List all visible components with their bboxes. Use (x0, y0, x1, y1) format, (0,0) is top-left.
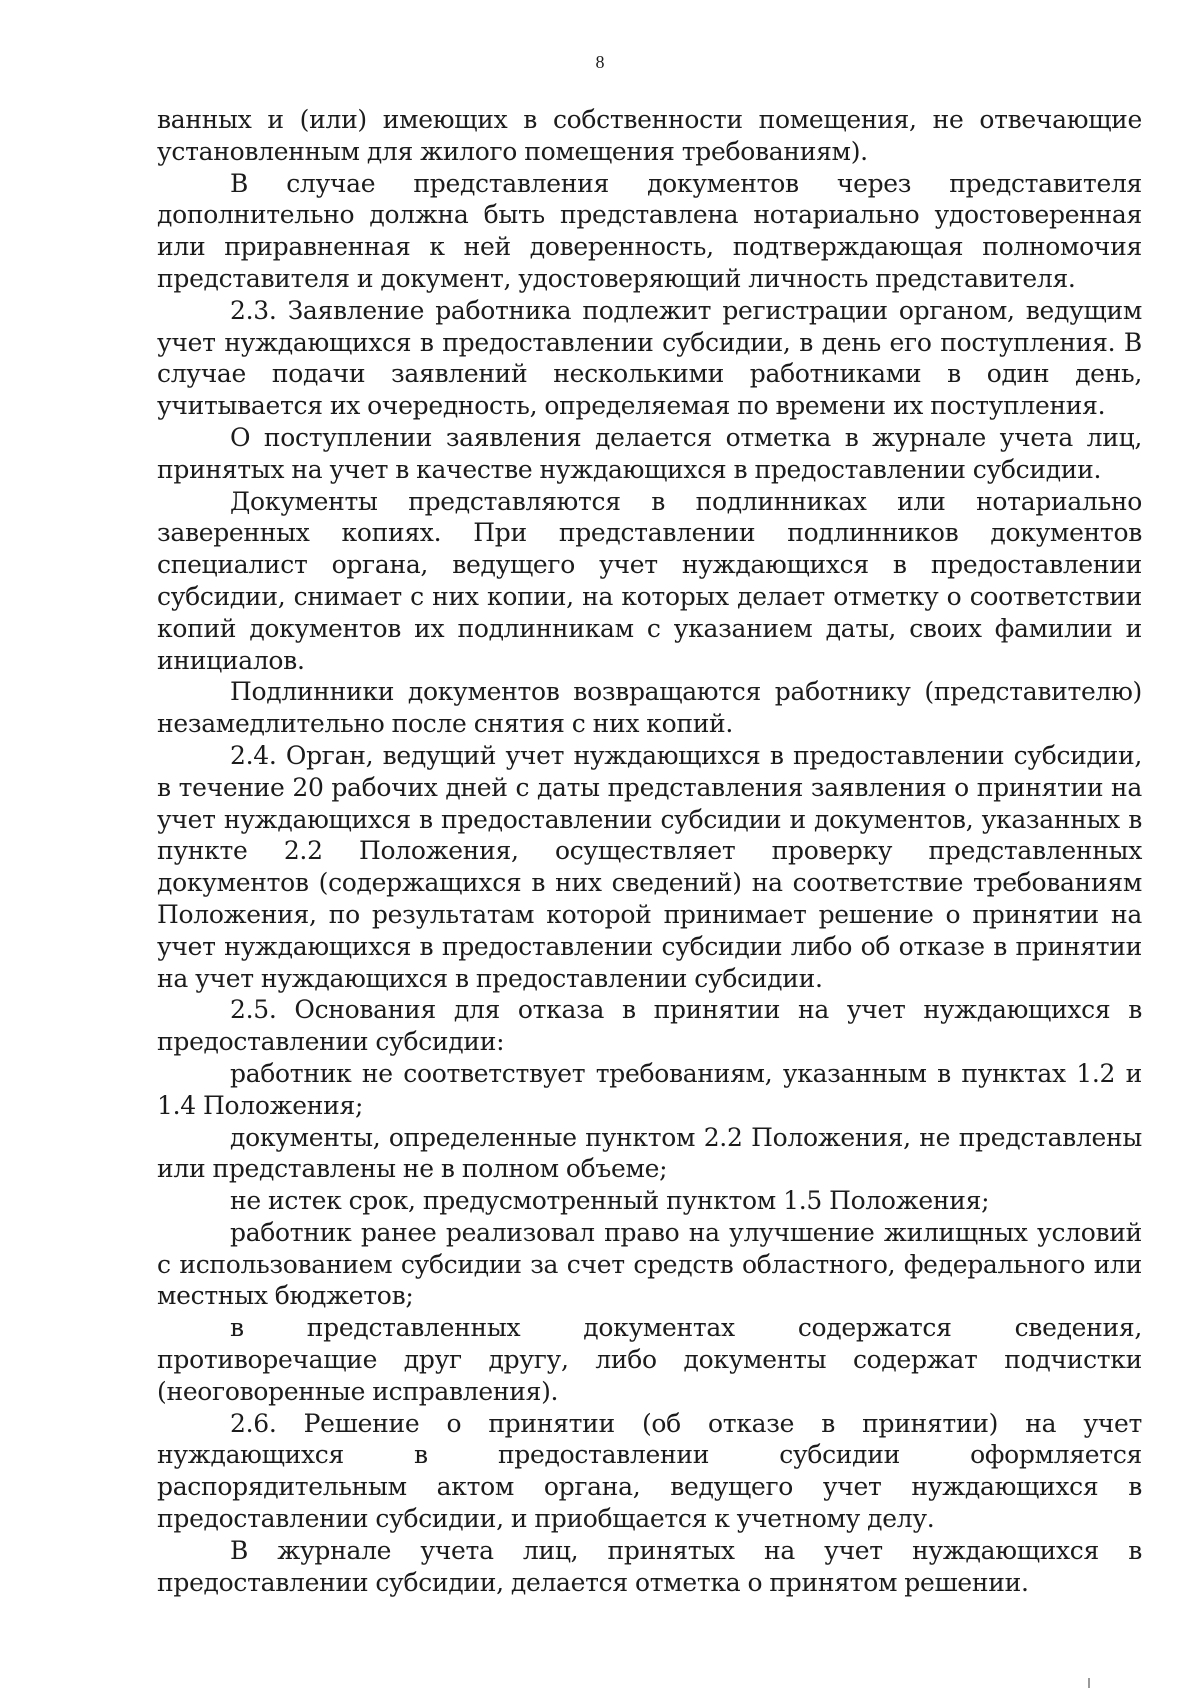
refusal-reason-3: не истек срок, предусмотренный пунктом 1.5 Положения; (230, 1186, 990, 1216)
paragraph-journal-decision: В журнале учета лиц, принятых на учет нуждающихся в предоставлении субсидии, делается отметка о принятом решении. (157, 1535, 1142, 1597)
refusal-reason-2: документы, определенные пунктом 2.2 Положения, не представлены или представлены не в полном объеме; (157, 1122, 1142, 1184)
paragraph-originals-returned: Подлинники документов возвращаются работнику (представителю) незамедлительно после снятия с них копий. (157, 677, 1142, 739)
paragraph-continuation: ванных и (или) имеющих в собственности помещения, не отвечающие установленным для жилого помещения требованиям). (157, 105, 1142, 166)
paragraph-representative: В случае представления документов через представителя дополнительно должна быть представлена нотариально удостоверенная или приравненная к ней доверенность, подтверждающая полномочия представителя и документ, удостоверяющий личность представителя. (157, 168, 1142, 293)
paragraph-2-5: 2.5. Основания для отказа в принятии на учет нуждающихся в предоставлении субсидии: (157, 995, 1142, 1057)
scan-edge-mark (1088, 1678, 1090, 1688)
paragraph-journal-note: О поступлении заявления делается отметка в журнале учета лиц, принятых на учет в качестве нуждающихся в предоставлении субсидии. (157, 422, 1142, 484)
refusal-reason-4: работник ранее реализовал право на улучшение жилищных условий с использованием субсидии за счет средств областного, федерального или местных бюджетов; (157, 1217, 1142, 1311)
paragraph-2-3: 2.3. Заявление работника подлежит регистрации органом, ведущим учет нуждающихся в предоставлении субсидии, в день его поступления. В случае подачи заявлений несколькими работниками в один день, учитывается их очередность, определяемая по времени их поступления. (157, 295, 1142, 421)
document-body (157, 104, 1142, 1598)
paragraph-2-4: 2.4. Орган, ведущий учет нуждающихся в предоставлении субсидии, в течение 20 рабочих дней с даты представления заявления о принятии на учет нуждающихся в предоставлении субсидии и документов, указанных в пункте 2.2 Положения, осуществляет проверку представленных документов (содержащихся в них сведений) на соответствие требованиям Положения, по результатам которой принимает решение о принятии на учет нуждающихся в предоставлении субсидии либо об отказе в принятии на учет нуждающихся в предоставлении субсидии. (157, 740, 1142, 993)
refusal-reason-5: в представленных документах содержатся сведения, противоречащие друг другу, либо документы содержат подчистки (неоговоренные исправления). (157, 1313, 1142, 1406)
paragraph-documents-copies: Документы представляются в подлинниках или нотариально заверенных копиях. При представлении подлинников документов специалист органа, ведущего учет нуждающихся в предоставлении субсидии, снимает с них копии, на которых делает отметку о соответствии копий документов их подлинникам с указанием даты, своих фамилии и инициалов. (157, 486, 1142, 675)
paragraph-2-6: 2.6. Решение о принятии (об отказе в принятии) на учет нуждающихся в предоставлении субсидии оформляется распорядительным актом органа, ведущего учет нуждающихся в предоставлении субсидии, и приобщается к учетному делу. (157, 1408, 1142, 1534)
page-number: 8 (595, 52, 605, 72)
refusal-reason-1: работник не соответствует требованиям, указанным в пунктах 1.2 и 1.4 Положения; (157, 1058, 1142, 1120)
